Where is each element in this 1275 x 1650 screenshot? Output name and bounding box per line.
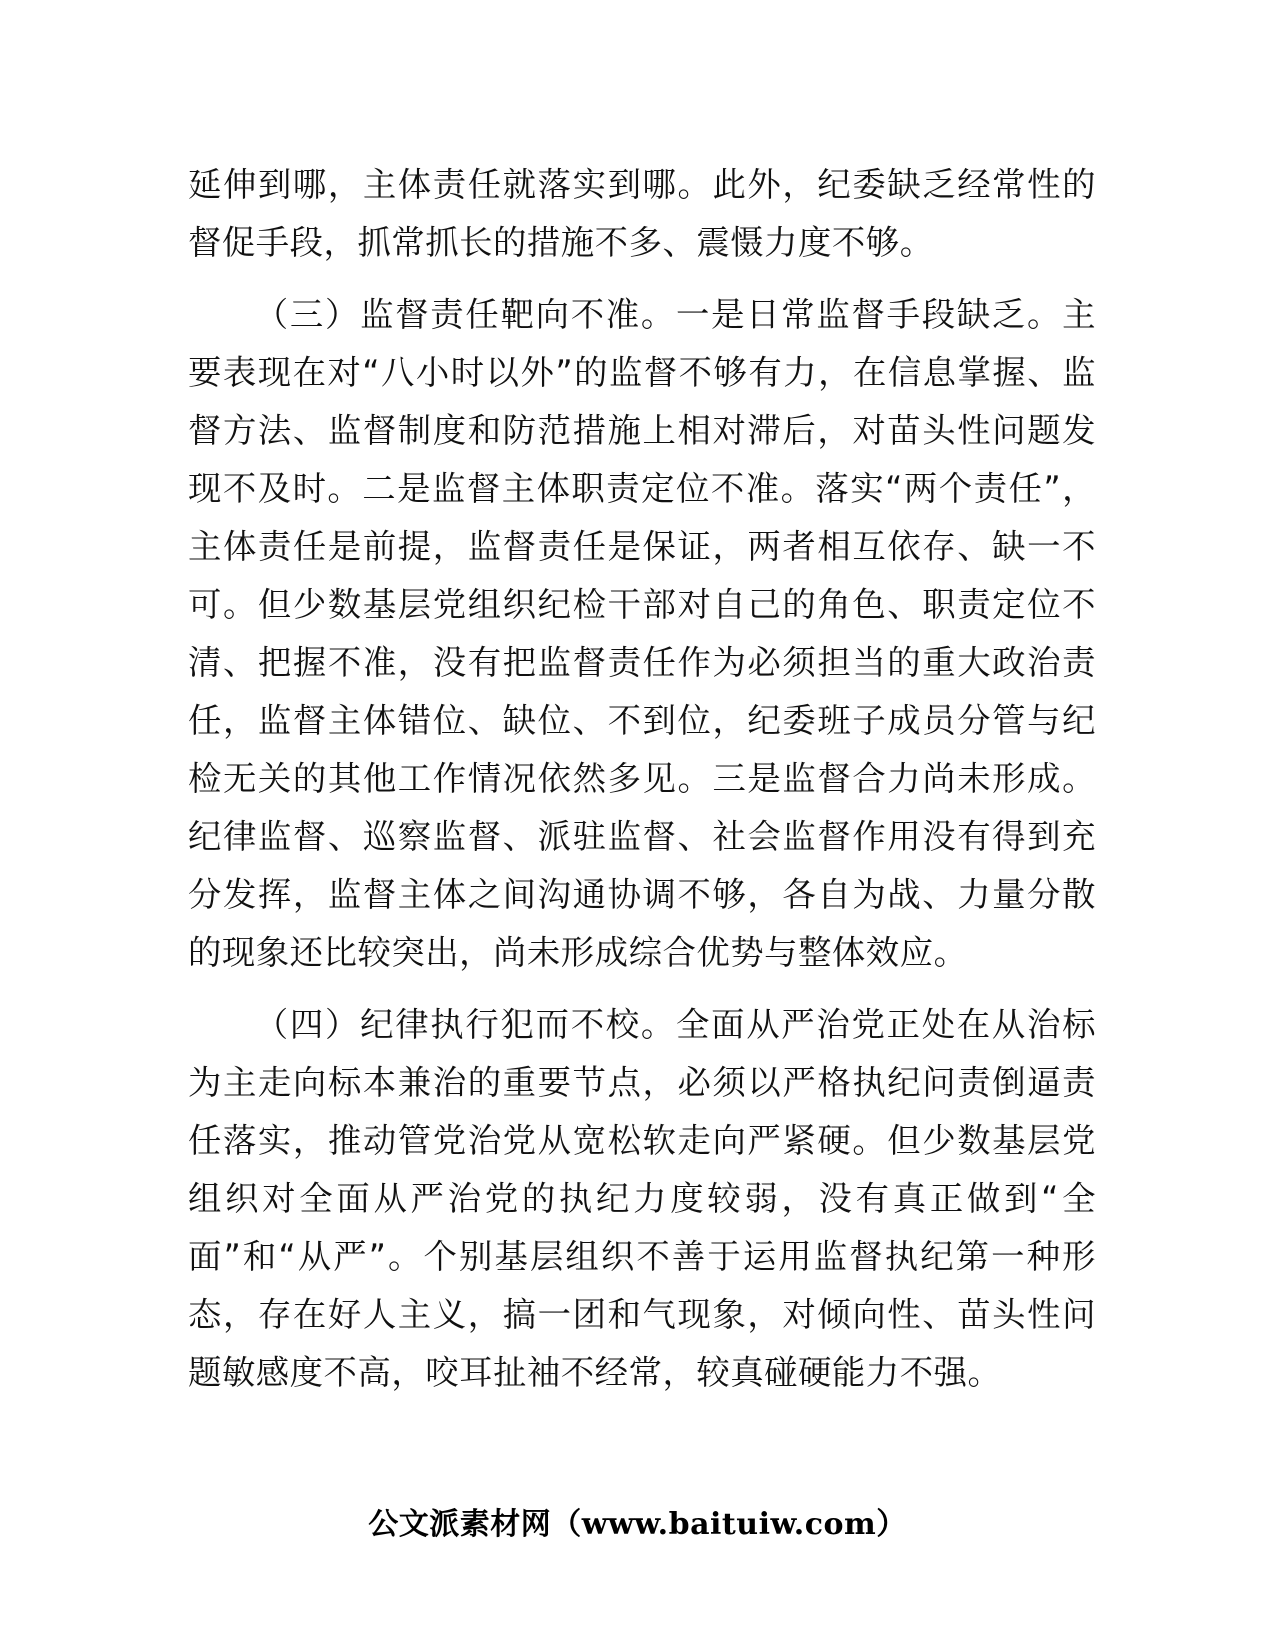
source-footer: 公文派素材网（www.baituiw.com） — [368, 1507, 907, 1542]
paragraph-continuation: 延伸到哪，主体责任就落实到哪。此外，纪委缺乏经常性的督促手段，抓常抓长的措施不多、震慑力度不够。 — [188, 165, 1096, 262]
paragraph-section-3: （三）监督责任靶向不准。一是日常监督手段缺乏。主要表现在对“八小时以外”的监督不够有力，在信息掌握、监督方法、监督制度和防范措施上相对滞后，对苗头性问题发现不及时。二是监督主体职责定位不准。落实“两个责任”，主体责任是前提，监督责任是保证，两者相互依存、缺一不可。但少数基层党组织纪检干部对自己的角色、职责定位不清、把握不准，没有把监督责任作为必须担当的重大政治责任，监督主体错位、缺位、不到位，纪委班子成员分管与纪检无关的其他工作情况依然多见。三是监督合力尚未形成。纪律监督、巡察监督、派驻监督、社会监督作用没有得到充分发挥，监督主体之间沟通协调不够，各自为战、力量分散的现象还比较突出，尚未形成综合优势与整体效应。 — [188, 295, 1096, 972]
document-body — [188, 156, 1096, 1402]
paragraph-section-4: （四）纪律执行犯而不校。全面从严治党正处在从治标为主走向标本兼治的重要节点，必须以严格执纪问责倒逼责任落实，推动管党治党从宽松软走向严紧硬。但少数基层党组织对全面从严治党的执纪力度较弱，没有真正做到“全面”和“从严”。个别基层组织不善于运用监督执纪第一种形态，存在好人主义，搞一团和气现象，对倾向性、苗头性问题敏感度不高，咬耳扯袖不经常，较真碰硬能力不强。 — [188, 1005, 1096, 1392]
